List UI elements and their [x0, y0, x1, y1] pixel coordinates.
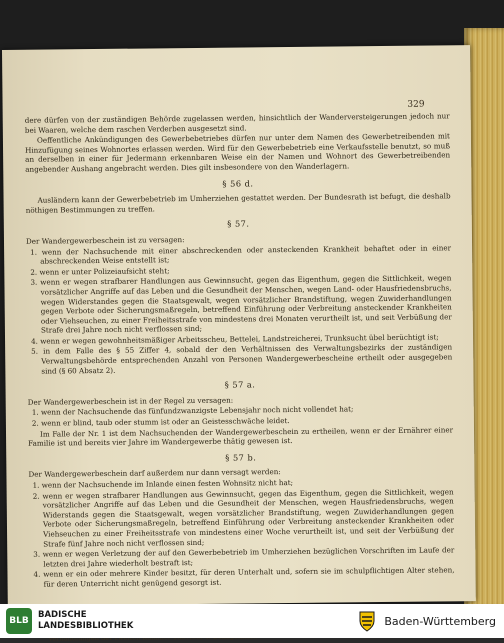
list-item: 1. wenn der Nachsuchende das fünfundzwanzigste Lebensjahr noch nicht vollendet hat;: [31, 404, 354, 418]
page-text: [25, 111, 455, 590]
book-page: [2, 45, 476, 606]
section-heading: § 57 a.: [224, 379, 256, 390]
list-item: 1. wenn der Nachsuchende mit einer abschreckenden oder ansteckenden Krankheit behaftet oder in einer abschreckenden Weise entstellt ist;: [30, 242, 452, 266]
list-item: 2. wenn er unter Polizeiaufsicht steht;: [30, 265, 170, 277]
list-item: 1. wenn der Nachsuchende im Inlande einen festen Wohnsitz nicht hat;: [32, 477, 294, 490]
paragraph: Ausländern kann der Gewerbebetrieb im Umherziehen gestattet werden. Der Bundesrath ist befugt, die deshalb nöthigen Bestimmungen zu treffen.: [25, 191, 451, 215]
paragraph: Oeffentliche Ankündigungen des Gewerbebetriebes dürfen nur unter dem Namen des Gewerbetreibenden mit Hinzufügung seines Wohnortes erlassen werden. Wird für den Gewerbebetrieb eine Verkaufsstelle benutzt, so muß an derselben in einer für Jedermann erkennbaren Weise ein der Namen und Wohnort des Gewerbetreibenden angebender Aushang angebracht werden. Dies gilt insbesondere von den Wanderlagern.: [25, 131, 451, 174]
list-item: 5. in dem Falle des § 55 Ziffer 4, sobald der den Verhältnissen des Verwaltungsbezirks der zuständigen Verwaltungsbehörde entsprechenden Anzahl von Personen Wandergewerbescheine ertheilt oder ausgegeben sind (§ 60 Absatz 2).: [31, 342, 453, 376]
blb-name-line: BADISCHE: [38, 610, 87, 620]
section-heading: § 57.: [227, 218, 250, 229]
list-item: 2. wenn er wegen strafbarer Handlungen aus Gewinnsucht, gegen das Eigenthum, gegen die Sittlichkeit, wegen vorsätzlicher Angriffe auf das Leben und die Gesundheit der Menschen, wegen Hausfriedensbruchs, wegen Widerstands gegen die Staatsgewalt, wegen vorsätzlicher Brandstiftung, wegen Zuwiderhandlungen gegen Verbote oder Sicherungsmaßregeln, betreffend Einführung oder Verbreitung ansteckender Krankheiten oder Viehseuchen zu einer Freiheitsstrafe von mindestens einer Woche verurtheilt ist, und seit der Verbüßung der Strafe fünf Jahre noch nicht verflossen sind;: [32, 486, 455, 549]
bw-name: Baden-Württemberg: [384, 614, 496, 628]
bw-coat-of-arms-icon: [356, 610, 378, 632]
paragraph: Der Wandergewerbeschein darf außerdem nur dann versagt werden:: [28, 467, 281, 480]
bw-brand[interactable]: [356, 610, 496, 632]
list-item: 4. wenn er wegen gewohnheitsmäßiger Arbeitsscheu, Bettelei, Landstreicherei, Trunksucht übel berüchtigt ist;: [31, 332, 439, 346]
paragraph: Im Falle der Nr. 1 ist dem Nachsuchenden der Wandergewerbeschein zu ertheilen, wenn er der Ernährer einer Familie ist und bereits vier Jahre im Wandergewerbe thätig gewesen ist.: [28, 424, 454, 448]
list-item: 3. wenn er wegen Verletzung der auf den Gewerbebetrieb im Umherziehen bezüglichen Vorschriften im Laufe der letzten drei Jahre wiederholt bestraft ist;: [33, 545, 455, 569]
section-heading: § 56 d.: [222, 177, 254, 189]
blb-name-line: LANDESBIBLIOTHEK: [38, 621, 134, 631]
list-item: 2. wenn er blind, taub oder stumm ist oder an Geistesschwäche leidet.: [31, 416, 290, 428]
paragraph: dere dürfen von der zuständigen Behörde zugelassen werden, hinsichtlich der Wanderversteigerungen jedoch nur bei Waaren, welche dem raschen Verderben ausgesetzt sind.: [24, 111, 450, 135]
paragraph: Der Wandergewerbeschein ist in der Regel zu versagen:: [27, 395, 234, 407]
list-item: 3. wenn er wegen strafbarer Handlungen aus Gewinnsucht, gegen das Eigenthum, gegen die Sittlichkeit, wegen vorsätzlicher Angriffe auf das Leben und die Gesundheit der Menschen, wegen Land- oder Hausfriedensbruchs, wegen Widerstandes gegen die Staatsgewalt, wegen vorsätzlicher Brandstiftung, wegen Zuwiderhandlungen gegen Verbote oder Sicherungsmaßregeln, betreffend Einführung oder Verbreitung ansteckender Krankheiten oder Viehseuchen, zu einer Freiheitsstrafe von mindestens drei Monaten verurtheilt ist, und seit Verbüßung der Strafe drei Jahre noch nicht verflossen sind;: [30, 273, 452, 335]
section-heading: § 57 b.: [225, 452, 257, 463]
paragraph: Der Wandergewerbeschein ist zu versagen:: [25, 235, 185, 246]
branding-bar: [0, 604, 504, 638]
list-item: 4. wenn er ein oder mehrere Kinder besitzt, für deren Unterhalt und, sofern sie im schulpflichtigen Alter stehen, für deren Unterricht nicht genügend gesorgt ist.: [33, 565, 455, 589]
blb-logo-icon[interactable]: BLB: [6, 608, 32, 634]
page-number: 329: [407, 99, 425, 110]
blb-name[interactable]: [38, 610, 133, 632]
